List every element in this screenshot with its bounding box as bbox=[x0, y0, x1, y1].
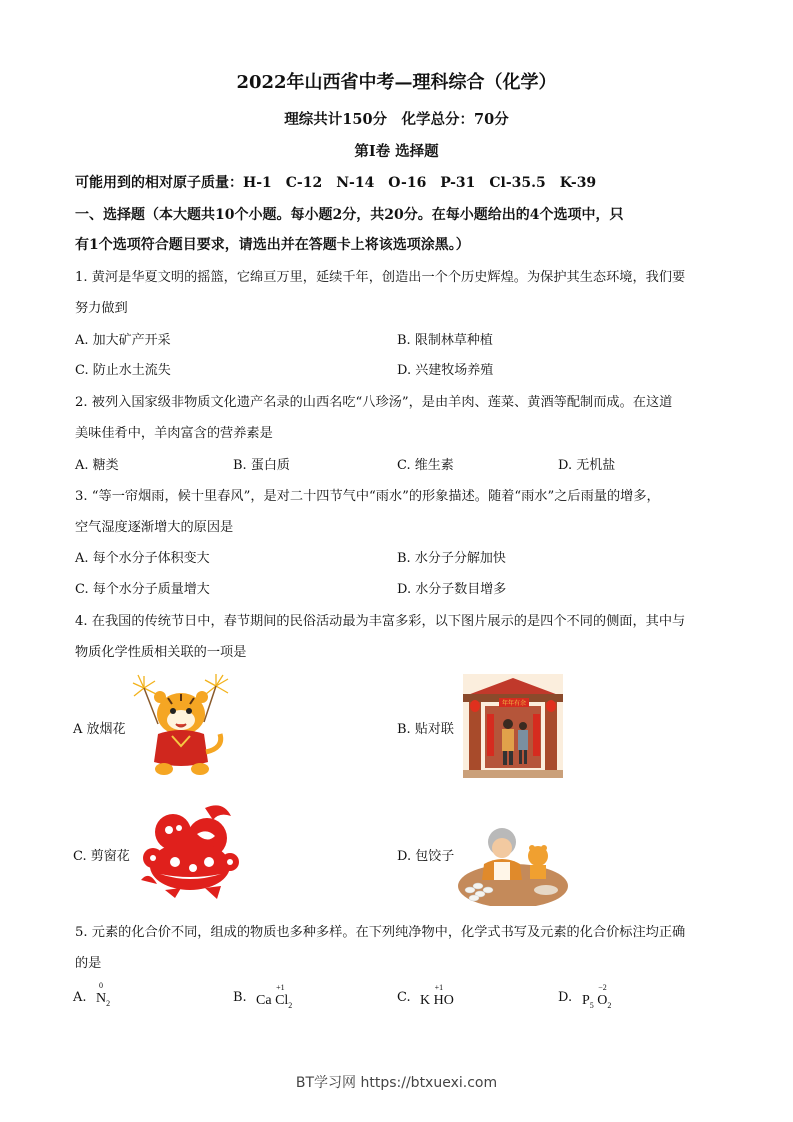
question-5-line1: 5. 元素的化合价不同，组成的物质也多种多样。在下列纯净物中，化学式书写及元素的化合价标注均正确 bbox=[75, 925, 686, 940]
question-5-line2: 的是 bbox=[75, 956, 102, 971]
part-heading-line1: 一、选择题（本大题共10个小题。每小题2分，共20分。在每小题给出的4个选项中，只 bbox=[75, 207, 624, 223]
couplet-banner: 年年有余 bbox=[501, 700, 527, 707]
q5-option-c-label: C. bbox=[397, 990, 411, 1005]
section-heading: 第Ⅰ卷 选择题 bbox=[354, 143, 439, 160]
q3-option-a: A. 每个水分子体积变大 bbox=[75, 551, 210, 566]
question-2-line2: 美味佳肴中，羊肉富含的营养素是 bbox=[75, 426, 273, 441]
tiger-fireworks-illustration bbox=[128, 674, 238, 779]
question-4-line1: 4. 在我国的传统节日中，春节期间的民俗活动最为丰富多彩，以下图片展示的是四个不同的侧面，其中与 bbox=[75, 614, 686, 629]
q1-option-b: B. 限制林草种植 bbox=[397, 333, 493, 348]
q5-option-c-formula: K +1 HO bbox=[420, 983, 454, 1008]
q1-option-c: C. 防止水土流失 bbox=[75, 363, 171, 378]
question-1-line2: 努力做到 bbox=[75, 301, 128, 316]
q5-option-a-label: A. bbox=[73, 990, 87, 1005]
valence-mark: +1 bbox=[276, 983, 285, 992]
valence-mark: +1 bbox=[434, 983, 444, 992]
valence-mark: 0 bbox=[99, 981, 103, 990]
q4-option-a: A 放烟花 bbox=[73, 722, 126, 737]
page-title: 2022年山西省中考—理科综合（化学） bbox=[236, 72, 557, 93]
valence-mark: −2 bbox=[598, 983, 607, 992]
score-summary: 理综共计150分 化学总分：70分 bbox=[284, 111, 509, 128]
q4-option-c: C. 剪窗花 bbox=[73, 849, 130, 864]
q2-option-d: D. 无机盐 bbox=[558, 458, 616, 473]
q5-option-d-formula: $P_5$ −2 $O_2$ bbox=[582, 983, 612, 1010]
question-3-line1: 3. “等一帘烟雨，候十里春风”，是对二十四节气中“雨水”的形象描述。随着“雨水”之后雨量的增多， bbox=[75, 489, 660, 504]
q2-option-b: B. 蛋白质 bbox=[233, 458, 290, 473]
question-2-line1: 2. 被列入国家级非物质文化遗产名录的山西名吃“八珍汤”，是由羊肉、莲菜、黄酒等配制而成。在这道 bbox=[75, 395, 673, 410]
q5-option-a-formula: 0 $N_2$ bbox=[96, 981, 111, 1008]
question-1-line1: 1. 黄河是华夏文明的摇篮，它绵亘万里，延续千年，创造出一个个历史辉煌。为保护其生态环境，我们要 bbox=[75, 270, 686, 285]
part-heading-line2: 有1个选项符合题目要求，请选出并在答题卡上将该选项涂黑。） bbox=[75, 237, 470, 253]
question-3-line2: 空气湿度逐渐增大的原因是 bbox=[75, 520, 234, 535]
couplet-door-illustration bbox=[463, 674, 563, 778]
paper-cut-illustration bbox=[135, 800, 245, 900]
q4-option-d: D. 包饺子 bbox=[397, 849, 455, 864]
q3-option-b: B. 水分子分解加快 bbox=[397, 551, 506, 566]
q3-option-d: D. 水分子数目增多 bbox=[397, 582, 507, 597]
q2-option-a: A. 糖类 bbox=[75, 458, 119, 473]
question-4-line2: 物质化学性质相关联的一项是 bbox=[75, 645, 247, 660]
q3-option-c: C. 每个水分子质量增大 bbox=[75, 582, 210, 597]
q1-option-d: D. 兴建牧场养殖 bbox=[397, 363, 494, 378]
q5-option-b-label: B. bbox=[233, 990, 247, 1005]
q2-option-c: C. 维生素 bbox=[397, 458, 454, 473]
q4-option-b: B. 贴对联 bbox=[397, 722, 454, 737]
q5-option-b-formula: Ca +1 $Cl_2$ bbox=[256, 983, 293, 1010]
dumplings-illustration bbox=[458, 818, 568, 906]
q5-option-d-label: D. bbox=[558, 990, 573, 1005]
footer-watermark: BT学习网 https://btxuexi.com bbox=[295, 1075, 498, 1091]
atomic-masses: 可能用到的相对原子质量：H-1 C-12 N-14 O-16 P-31 Cl-35.5 K-39 bbox=[75, 175, 597, 191]
q1-option-a: A. 加大矿产开采 bbox=[75, 333, 171, 348]
